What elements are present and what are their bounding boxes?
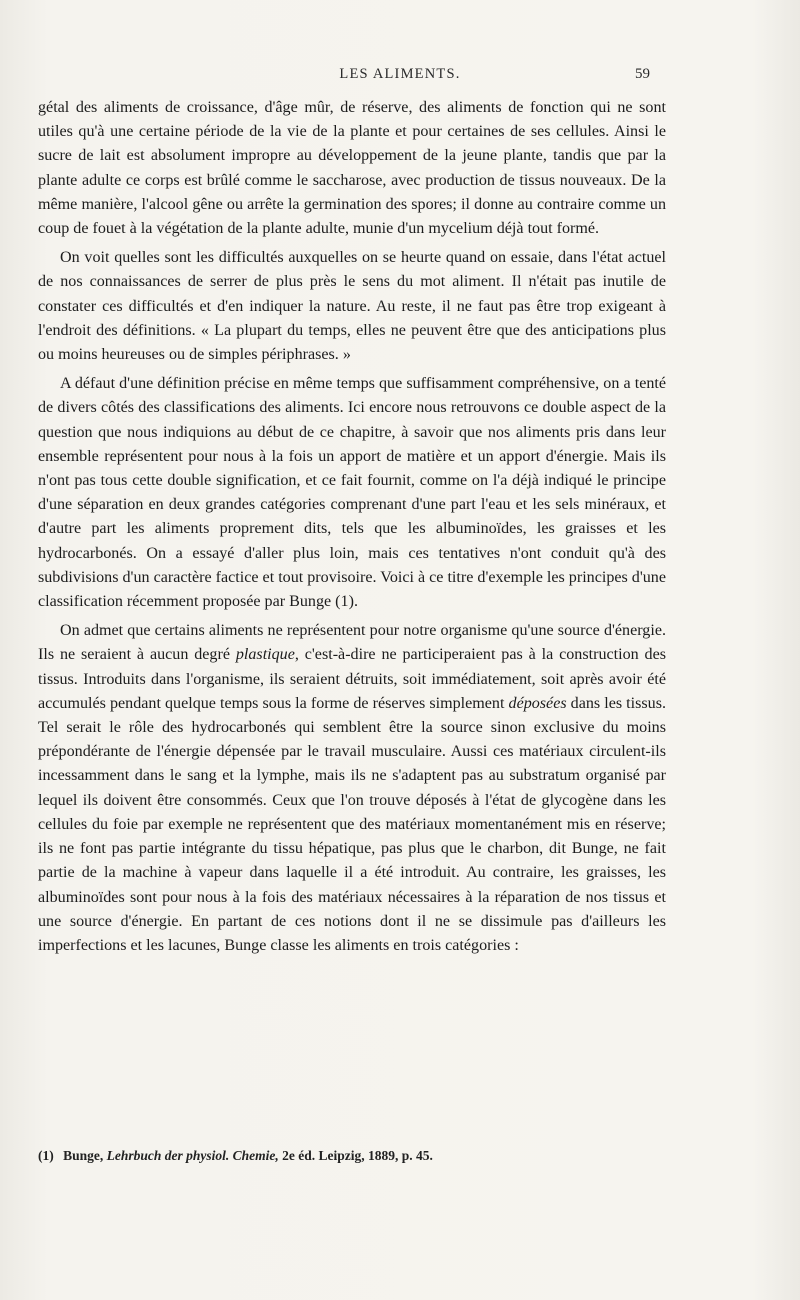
page-number: 59 [635, 66, 650, 82]
footnote [38, 1147, 666, 1165]
paragraph-text: A défaut d'une définition précise en même temps que suffisamment compréhensive, on a tenté de divers côtés des classifications des aliments. Ici encore nous retrouvons ce double aspect de la question que nous indiquions au début de ce chapitre, à savoir que nos aliments pris dans leur ensemble représentent pour nous à la fois un apport de matière et un apport d'énergie. Mais ils n'ont pas tous cette double signification, et ce fait fournit, comme on l'a déjà indiqué le principe d'une séparation en deux grandes catégories comprenant d'une part l'eau et les sels minéraux, et d'autre part les aliments proprement dits, tels que les albuminoïdes, les graisses et les hydrocarbonés. On a essayé d'aller plus loin, mais ces tentatives n'ont conduit qu'à des subdivisions d'un caractère factice et tout provisoire. Voici à ce titre d'exemple les principes d'une classification récemment proposée par Bunge (1). [38, 375, 666, 611]
running-header [0, 66, 800, 90]
footnote-author: Bunge, [63, 1148, 104, 1163]
paragraph [38, 372, 666, 614]
paragraph-text: On voit quelles sont les difficultés auxquelles on se heurte quand on essaie, dans l'état actuel de nos connaissances de serrer de plus près le sens du mot aliment. Il n'était pas inutile de constater ces difficultés et d'en indiquer la nature. Au reste, il ne faut pas être trop exigeant à l'endroit des définitions. « La plupart du temps, elles ne peuvent être que des anticipations plus ou moins heureuses ou de simples périphrases. » [38, 249, 666, 364]
paragraph [38, 619, 666, 958]
paragraph-text: dans les tissus. Tel serait le rôle des hydrocarbonés qui semblent être la source sinon exclusive du moins prépondérante de l'énergie dépensée par le travail musculaire. Aussi ces matériaux circulent-ils incessamment dans le sang et la lymphe, mais ils ne s'adaptent pas au substratum organisé par lequel ils doivent être consommés. Ceux que l'on trouve déposés à l'état de glycogène dans les cellules du foie par exemple ne représentent que des matériaux momentanément mis en réserve; ils ne font pas partie intégrante du tissu hépatique, pas plus que le charbon, dit Bunge, ne fait partie de la machine à vapeur dans laquelle il a été introduit. Au contraire, les graisses, les albuminoïdes sont pour nous à la fois des matériaux nécessaires à la réparation de nos tissus et une source d'énergie. En partant de ces notions dont il ne se dissimule pas d'ailleurs les imperfections et les lacunes, Bunge classe les aliments en trois catégories : [38, 694, 666, 954]
paragraph-text: On admet que certains aliments ne représentent pour notre organisme qu'une source d'énergie. Ils ne seraient à aucun degré [38, 622, 666, 664]
footnote-details: 2e éd. Leipzig, 1889, p. 45. [282, 1148, 433, 1163]
emphasized-text: plastique [235, 646, 295, 664]
body-text [38, 96, 666, 958]
paragraph [38, 246, 666, 367]
footnote-title: Lehrbuch der physiol. Chemie, [106, 1148, 279, 1163]
paragraph [38, 96, 666, 241]
paragraph-text: , c'est-à-dire ne participeraient pas à la construction des tissus. Introduits dans l'organisme, ils seraient détruits, soit immédiatement, soit après avoir été accumulés pendant quelque temps sous la forme de réserves simplement [38, 646, 666, 712]
paragraph-text: gétal des aliments de croissance, d'âge mûr, de réserve, des aliments de fonction qui ne sont utiles qu'à une certaine période de la vie de la plante et pour certaines de ses cellules. Ainsi le sucre de lait est absolument impropre au développement de la jeune plante, tandis que par la plante adulte ce corps est brûlé comme le saccharose, avec production de tissus nouveaux. De la même manière, l'alcool gêne ou arrête la germination des spores; il donne au contraire comme un coup de fouet à la végétation de la plante adulte, munie d'un mycelium déjà tout formé. [38, 99, 666, 238]
footnote-mark: (1) [38, 1148, 54, 1163]
running-title: LES ALIMENTS. [339, 66, 461, 82]
emphasized-text: déposées [508, 694, 567, 712]
